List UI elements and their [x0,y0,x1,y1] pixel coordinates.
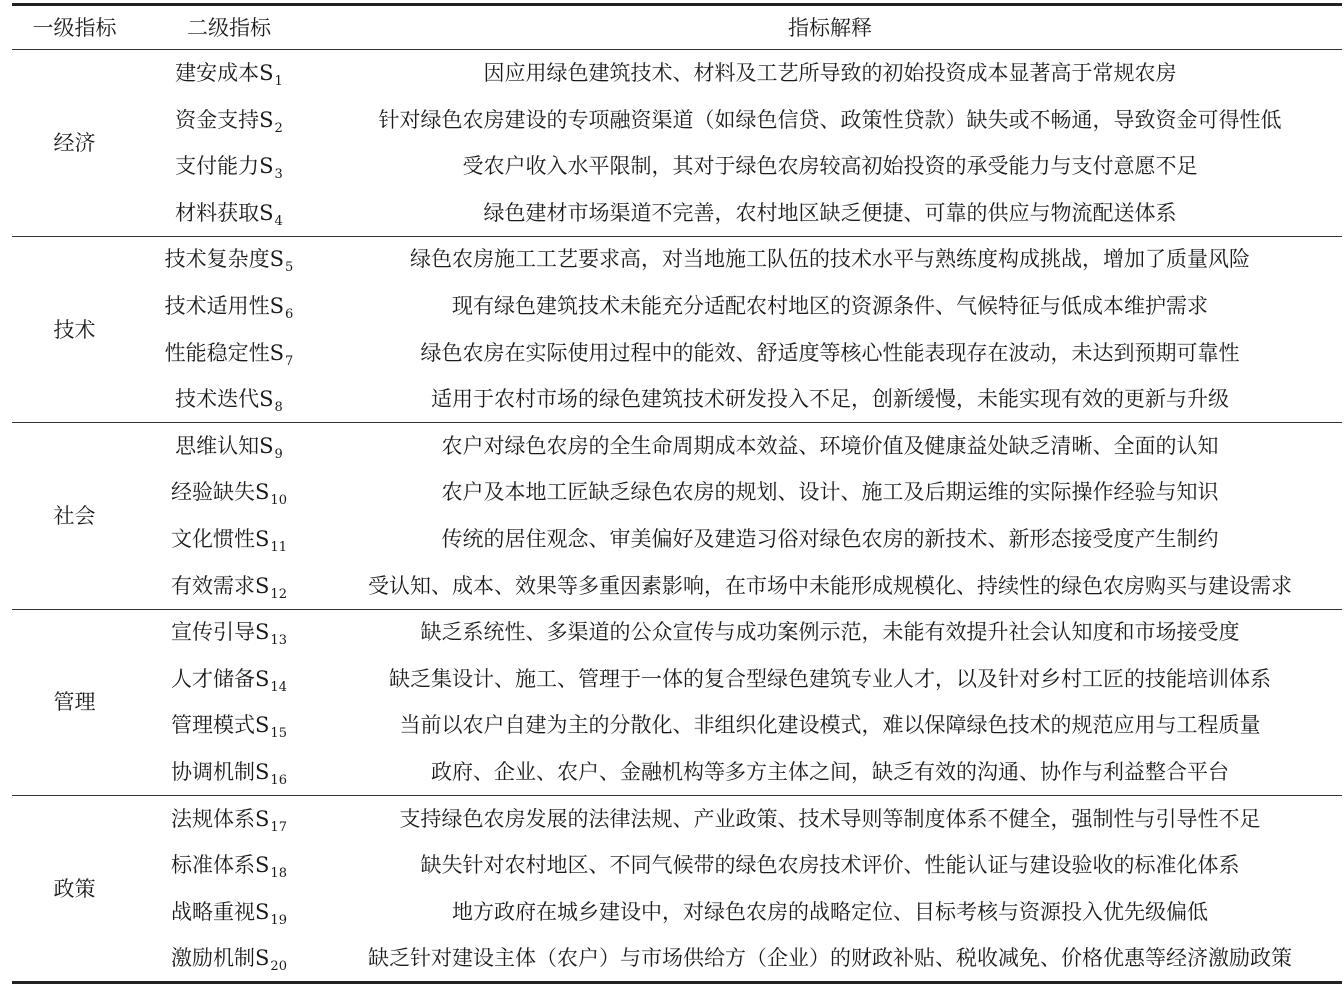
indicator-subscript: 7 [285,353,294,369]
indicator-subscript: 5 [285,260,294,276]
level1-indicator: 经济 [53,131,96,156]
bottom-rule [12,981,1342,984]
indicator-subscript: 19 [270,912,287,928]
level1-indicator: 政策 [53,876,96,901]
indicator-explanation: 绿色农房施工工艺要求高，对当地施工队伍的技术水平与熟练度构成挑战，增加了质量风险 [410,247,1250,272]
indicator-code: S [255,853,270,878]
indicator-explanation: 缺乏集设计、施工、管理于一体的复合型绿色建筑专业人才，以及针对乡村工匠的技能培训体系 [389,666,1271,691]
indicator-code: S [255,527,270,551]
indicator-explanation: 政府、企业、农户、金融机构等多方主体之间，缺乏有效的沟通、协作与利益整合平台 [431,760,1229,784]
indicator-code: S [255,760,270,784]
level2-indicator [145,376,313,422]
indicator-name: 文化惯性 [171,527,256,551]
header-level1: 一级指标 [32,16,117,40]
indicator-explanation: 农户对绿色农房的全生命周期成本效益、环境价值及健康益处缺乏清晰、全面的认知 [441,433,1219,458]
indicator-name: 有效需求 [171,573,256,598]
indicator-name: 建安成本 [175,61,260,85]
indicator-code: S [259,387,274,412]
indicator-subscript: 12 [270,586,287,602]
top-rule [12,3,1342,6]
level1-indicator: 技术 [53,317,96,342]
indicator-name: 宣传引导 [171,620,256,645]
level2-indicator [145,236,313,282]
level2-indicator [145,190,313,236]
level1-indicator: 管理 [53,690,96,715]
indicator-explanation: 受认知、成本、效果等多重因素影响，在市场中未能形成规模化、持续性的绿色农房购买与建设需求 [368,573,1292,598]
indicator-explanation: 传统的居住观念、审美偏好及建造习俗对绿色农房的新技术、新形态接受度产生制约 [441,527,1219,551]
indicator-name: 人才储备 [171,666,256,691]
level2-indicator [145,97,313,143]
indicator-code: S [255,713,270,738]
level2-indicator [145,796,313,842]
indicator-subscript: 3 [274,167,283,183]
indicator-explanation: 缺乏系统性、多渠道的公众宣传与成功案例示范，未能有效提升社会认知度和市场接受度 [420,620,1240,645]
indicator-subscript: 20 [270,959,287,975]
indicator-code: S [255,899,270,924]
indicator-name: 管理模式 [171,713,256,738]
level2-indicator [145,423,313,469]
indicator-name: 材料获取 [175,200,260,225]
header-explain: 指标解释 [788,16,872,40]
indicator-code: S [255,480,270,505]
indicator-subscript: 11 [270,540,287,555]
indicator-explanation: 现有绿色建筑技术未能充分适配农村地区的资源条件、气候特征与低成本维护需求 [452,294,1208,318]
indicator-explanation: 支持绿色农房发展的法律法规、产业政策、技术导则等制度体系不健全，强制性与引导性不足 [399,806,1261,831]
level2-indicator [145,889,313,935]
level2-indicator [145,842,313,888]
indicator-subscript: 4 [274,213,283,229]
level2-indicator [145,563,313,609]
indicator-name: 激励机制 [171,946,256,971]
level2-indicator [145,50,313,96]
indicator-name: 经验缺失 [171,480,256,505]
indicator-name: 技术迭代 [175,387,260,412]
indicator-subscript: 18 [270,866,287,882]
level2-indicator [145,516,313,562]
level2-indicator [145,609,313,655]
indicator-code: S [255,666,270,691]
indicator-explanation: 当前以农户自建为主的分散化、非组织化建设模式，难以保障绿色技术的规范应用与工程质量 [399,713,1261,738]
indicator-code: S [269,340,285,365]
indicator-code: S [269,247,285,272]
indicator-subscript: 17 [270,819,287,835]
indicator-code: S [259,433,274,458]
indicator-code: S [259,154,274,179]
indicator-subscript: 8 [274,400,283,416]
indicator-explanation: 绿色农房在实际使用过程中的能效、舒适度等核心性能表现存在波动，未达到预期可靠性 [420,340,1240,365]
indicator-subscript: 16 [270,773,287,788]
indicator-name: 思维认知 [175,433,260,458]
indicator-explanation: 绿色建材市场渠道不完善，农村地区缺乏便捷、可靠的供应与物流配送体系 [483,200,1177,225]
indicator-subscript: 14 [270,679,287,695]
indicator-name: 战略重视 [171,899,256,924]
level2-indicator [145,702,313,748]
indicator-explanation: 针对绿色农房建设的专项融资渠道（如绿色信贷、政策性贷款）缺失或不畅通，导致资金可得性低 [378,107,1282,132]
level2-indicator [145,749,313,795]
level2-indicator [145,143,313,189]
level2-indicator [145,469,313,515]
indicator-subscript: 6 [285,307,294,322]
indicator-explanation: 适用于农村市场的绿色建筑技术研发投入不足，创新缓慢，未能实现有效的更新与升级 [431,387,1229,412]
indicator-explanation: 缺乏针对建设主体（农户）与市场供给方（企业）的财政补贴、税收减免、价格优惠等经济激励政策 [368,946,1292,971]
level2-indicator [145,330,313,376]
indicator-subscript: 2 [274,120,283,136]
indicator-name: 性能稳定性 [164,340,270,365]
indicator-code: S [259,61,274,85]
indicator-code: S [259,107,274,132]
indicator-subscript: 9 [274,446,283,462]
indicator-explanation: 因应用绿色建筑技术、材料及工艺所导致的初始投资成本显著高于常规农房 [483,61,1177,85]
indicator-name: 资金支持 [175,107,260,132]
indicator-code: S [269,294,285,318]
indicator-subscript: 13 [270,633,287,649]
indicator-code: S [259,200,274,225]
indicator-name: 支付能力 [175,154,260,179]
level2-indicator [145,935,313,981]
indicator-subscript: 10 [270,493,287,509]
indicator-explanation: 受农户收入水平限制，其对于绿色农房较高初始投资的承受能力与支付意愿不足 [462,154,1198,179]
indicator-name: 标准体系 [171,853,256,878]
indicator-name: 协调机制 [171,760,256,784]
level2-indicator [145,283,313,329]
header-level2: 二级指标 [187,16,271,40]
indicator-explanation: 地方政府在城乡建设中，对绿色农房的战略定位、目标考核与资源投入优先级偏低 [452,899,1208,924]
indicator-subscript: 15 [270,726,287,742]
indicator-code: S [255,806,270,831]
indicator-explanation: 缺失针对农村地区、不同气候带的绿色农房技术评价、性能认证与建设验收的标准化体系 [420,853,1240,878]
indicator-code: S [255,620,270,645]
level1-indicator: 社会 [53,504,96,528]
indicator-code: S [255,946,270,971]
level2-indicator [145,656,313,702]
indicator-subscript: 1 [274,74,283,89]
indicator-code: S [255,573,270,598]
indicator-name: 法规体系 [171,806,256,831]
indicator-name: 技术复杂度 [164,247,270,272]
indicator-name: 技术适用性 [164,294,270,318]
indicator-explanation: 农户及本地工匠缺乏绿色农房的规划、设计、施工及后期运维的实际操作经验与知识 [441,480,1219,505]
